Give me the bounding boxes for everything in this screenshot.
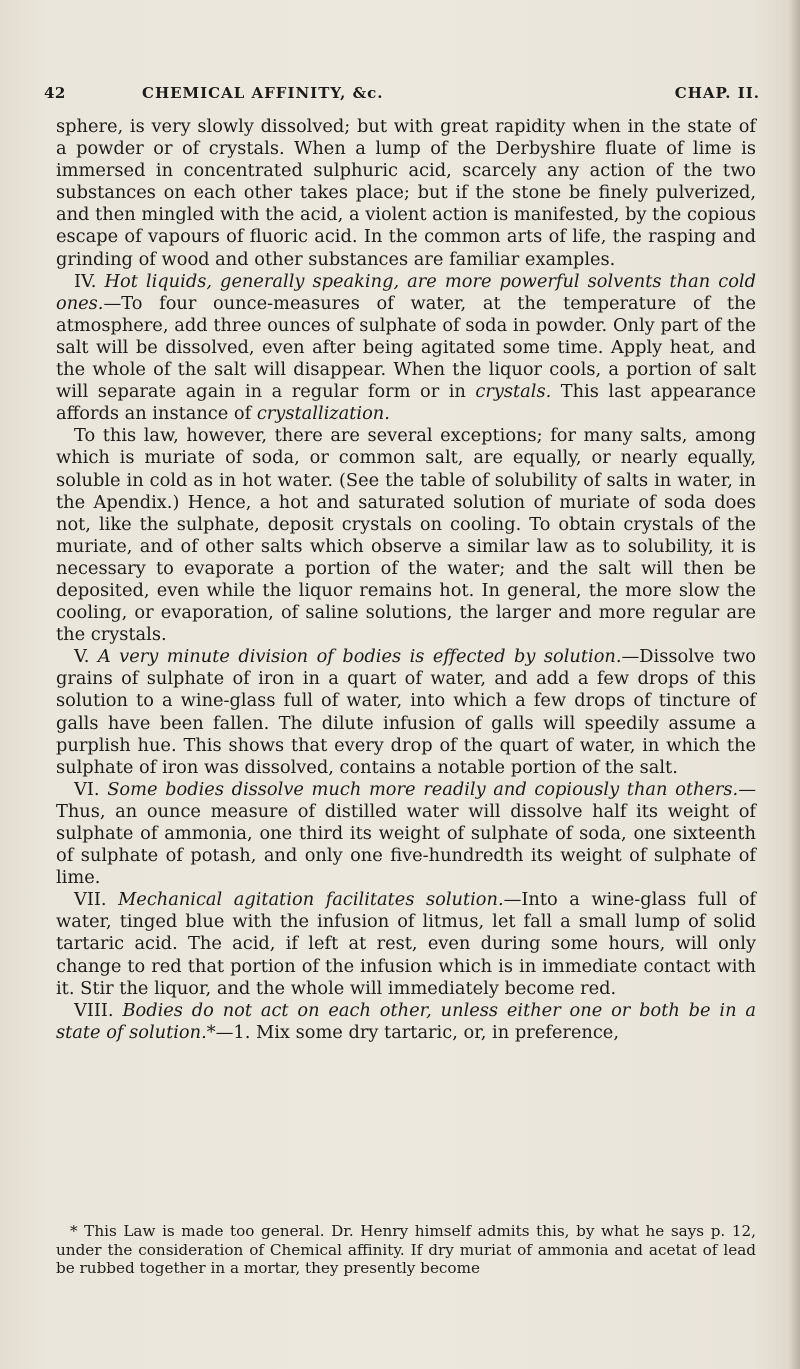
emphasis-crystallization: crystallization. bbox=[256, 403, 390, 425]
paragraph-continuation: sphere, is very slowly dissolved; but with great rapidity when in the state of a powder or of crystals. When a lump of the Derbyshire fluate of lime is immersed in concentrated sulphuric acid, scarcely any action of the two substances on each other takes place; but if the stone be finely pulverized, and then mingled with the acid, a violent action is manifested, by the copious escape of vapours of fluoric acid. In the common arts of life, the rasping and grinding of wood and other substances are familiar examples. bbox=[56, 116, 756, 270]
section-number: VII. bbox=[74, 889, 107, 911]
section-text: —Into a wine-glass full of water, tinged blue with the infusion of litmus, let fall a small lump of solid tartaric acid. The acid, if left at rest, even during some hours, will only change to red that portion of the infusion which is in immediate contact with it. Stir the liquor, and the whole will immediately become red. bbox=[56, 889, 756, 999]
section-number: IV. bbox=[74, 270, 97, 292]
section-number: V. bbox=[74, 646, 90, 668]
section-heading: Hot liquids, generally speaking, are more powerful solvents than cold ones. bbox=[56, 270, 756, 314]
emphasis-crystals: crystals. bbox=[475, 381, 552, 403]
footnote bbox=[56, 1222, 756, 1278]
section-viii bbox=[56, 1000, 756, 1044]
footnote-marker[interactable]: * bbox=[206, 1021, 216, 1043]
paragraph-exceptions: To this law, however, there are several exceptions; for many salts, among which is muriate of soda, or common salt, are equally, or nearly equally, soluble in cold as in hot water. (See the table of solubility of salts in water, in the Apendix.) Hence, a hot and saturated solution of muriate of soda does not, like the sulphate, deposit crystals on cooling. To obtain crystals of the muriate, and of other salts which observe a similar law as to solubility, it is necessary to evaporate a portion of the water; and the salt will then be deposited, even while the liquor remains hot. In general, the more slow the cooling, or evaporation, of saline solutions, the larger and more regular are the crystals. bbox=[56, 425, 756, 646]
section-text: —Thus, an ounce measure of distilled water will dissolve half its weight of sulphate of ammonia, one third its weight of sulphate of soda, one sixteenth of sulphate of potash, and only one five-hundredth its weight of sulphate of lime. bbox=[56, 778, 756, 889]
footnote-text: * This Law is made too general. Dr. Henry himself admits this, by what he says p. 12, under the consideration of Chemical affinity. If dry muriat of ammonia and acetat of lead be rubbed together in a mortar, they presently become bbox=[56, 1222, 756, 1277]
section-text: —To four ounce-measures of water, at the temperature of the atmosphere, add three ounces of sulphate of soda in powder. Only part of the salt will be dissolved, even after being agitated some time. Apply heat, and the whole of the salt will disappear. When the liquor cools, a portion of salt will separate again in a regular form or in bbox=[56, 292, 756, 403]
section-vii bbox=[56, 889, 756, 999]
section-text: —Dissolve two grains of sulphate of iron in a quart of water, and add a few drops of this solution to a wine-glass full of water, into which a few drops of tincture of galls have been fallen. The dilute infusion of galls will speedily assume a purplish hue. This shows that every drop of the quart of water, in which the sulphate of iron was dissolved, contains a notable portion of the salt. bbox=[56, 646, 756, 778]
section-number: VIII. bbox=[74, 999, 114, 1021]
section-heading: A very minute division of bodies is effected by solution. bbox=[97, 646, 622, 668]
body-text bbox=[56, 116, 756, 1044]
chapter-label: CHAP. II. bbox=[674, 84, 760, 102]
page-edge-shadow bbox=[788, 0, 800, 1369]
section-text: —1. Mix some dry tartaric, or, in preference, bbox=[215, 1021, 619, 1043]
section-heading: Some bodies dissolve much more readily and copiously than others. bbox=[107, 778, 739, 800]
section-v bbox=[56, 646, 756, 779]
section-number: VI. bbox=[74, 778, 100, 800]
section-vi bbox=[56, 779, 756, 889]
running-head bbox=[44, 84, 760, 108]
section-heading: Mechanical agitation facilitates solution. bbox=[118, 889, 504, 911]
running-title: CHEMICAL AFFINITY, &c. bbox=[142, 84, 384, 102]
section-heading: Bodies do not act on each other, unless either one or both be in a state of solution. bbox=[56, 999, 757, 1043]
section-iv bbox=[56, 271, 756, 426]
page-number: 42 bbox=[44, 84, 66, 102]
section-text-continued: This last appearance affords an instance of bbox=[56, 381, 756, 425]
